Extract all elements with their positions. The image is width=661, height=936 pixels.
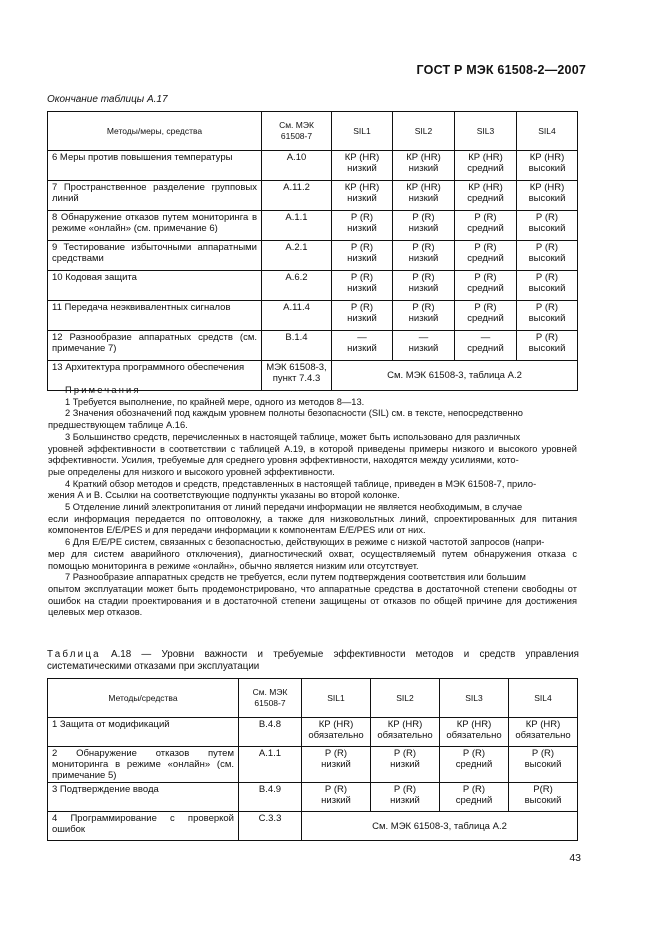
sil-cell: [509, 783, 578, 812]
table-row: [48, 241, 578, 271]
ref-cell: С.3.3: [239, 812, 302, 841]
column-header: См. МЭК 61508-7: [239, 679, 302, 718]
effectiveness-value: обязательно: [308, 730, 364, 741]
ref-cell: А.11.2: [262, 181, 332, 211]
sil-cell: [332, 151, 393, 181]
ref-cell: А.10: [262, 151, 332, 181]
sil-cell: [517, 301, 578, 331]
effectiveness-value: высокий: [528, 163, 566, 174]
note-line: рые определены для низкого и высокого уровней эффективности.: [48, 466, 335, 477]
effectiveness-value: обязательно: [377, 730, 433, 741]
method-cell: 11 Передача неэквивалентных сигналов: [48, 301, 262, 331]
note-line: 1 Требуется выполнение, по крайней мере, одного из методов 8—13.: [65, 396, 365, 407]
note-line: если информация передается по оптоволокну, а также для низковольтных линий, спроектированных для питания компонентов E/E/PES и для передачи информации к компонентам E/E/PES или от них.: [48, 513, 577, 536]
merged-cell: См. МЭК 61508-3, таблица А.2: [332, 361, 578, 391]
recommendation-value: Р (R): [535, 212, 559, 223]
sil-cell: [517, 181, 578, 211]
notes-title: Примечания: [65, 385, 141, 395]
effectiveness-value: низкий: [390, 759, 420, 770]
table-row: [48, 718, 578, 747]
table-row: [48, 301, 578, 331]
note-line: 4 Краткий обзор методов и средств, представленных в настоящей таблице, приведен в МЭК 61508-7, прило-: [65, 478, 537, 489]
effectiveness-value: высокий: [524, 795, 562, 806]
table18-caption-text: А.18 — Уровни важности и требуемые эффективности методов и средств управления систематическими отказами при эксплуатации: [47, 649, 579, 672]
column-header: Методы/средства: [48, 679, 239, 718]
table-a17: [47, 111, 578, 391]
effectiveness-value: высокий: [524, 759, 562, 770]
effectiveness-value: высокий: [528, 253, 566, 264]
column-header: SIL3: [455, 112, 517, 151]
table-row: [48, 181, 578, 211]
sil-cell: [393, 271, 455, 301]
sil-cell: [517, 151, 578, 181]
effectiveness-value: высокий: [528, 283, 566, 294]
table-a18: [47, 678, 578, 841]
sil-cell: [371, 747, 440, 783]
effectiveness-value: средний: [467, 313, 504, 324]
sil-cell: [517, 241, 578, 271]
recommendation-value: КР (HR): [468, 182, 503, 193]
sil-cell: [517, 211, 578, 241]
table-row: [48, 747, 578, 783]
recommendation-value: Р (R): [324, 748, 348, 759]
sil-cell: [332, 331, 393, 361]
effectiveness-value: обязательно: [446, 730, 502, 741]
table17-caption: Окончание таблицы А.17: [47, 94, 168, 105]
sil-cell: [332, 211, 393, 241]
table-row: [48, 151, 578, 181]
notes-block: [48, 385, 577, 619]
recommendation-value: Р (R): [412, 242, 435, 253]
recommendation-value: КР (HR): [344, 182, 380, 193]
effectiveness-value: высокий: [528, 223, 566, 234]
column-header: SIL4: [509, 679, 578, 718]
table-header-row: [48, 679, 578, 718]
method-cell: 13 Архитектура программного обеспечения: [48, 361, 262, 391]
ref-cell: В.4.8: [239, 718, 302, 747]
standard-header: ГОСТ Р МЭК 61508-2—2007: [416, 63, 586, 77]
effectiveness-value: низкий: [321, 759, 351, 770]
recommendation-value: КР (HR): [406, 152, 441, 163]
recommendation-value: КР (HR): [525, 719, 561, 730]
column-header: SIL2: [393, 112, 455, 151]
sil-cell: [302, 747, 371, 783]
effectiveness-value: низкий: [321, 795, 351, 806]
note-line: 3 Большинство средств, перечисленных в настоящей таблице, может быть использовано для различных: [65, 431, 521, 442]
method-cell: 4 Программирование с проверкой ошибок: [48, 812, 239, 841]
note-line: жения А и В. Ссылки на соответствующие подпункты указаны во второй колонке.: [48, 490, 400, 501]
method-cell: 12 Разнообразие аппаратных средств (см. примечание 7): [48, 331, 262, 361]
column-header: SIL1: [332, 112, 393, 151]
ref-cell: А.2.1: [262, 241, 332, 271]
sil-cell: [393, 151, 455, 181]
effectiveness-value: средний: [467, 253, 504, 264]
effectiveness-value: высокий: [528, 343, 566, 354]
column-header: SIL1: [302, 679, 371, 718]
sil-cell: [440, 783, 509, 812]
effectiveness-value: средний: [467, 283, 504, 294]
sil-cell: [517, 331, 578, 361]
recommendation-value: Р (R): [474, 212, 497, 223]
column-header: SIL2: [371, 679, 440, 718]
sil-cell: [455, 211, 517, 241]
merged-cell: См. МЭК 61508-3, таблица А.2: [302, 812, 578, 841]
method-cell: 9 Тестирование избыточными аппаратными средствами: [48, 241, 262, 271]
ref-cell: МЭК 61508-3, пункт 7.4.3: [262, 361, 332, 391]
recommendation-value: Р (R): [462, 784, 486, 795]
effectiveness-value: средний: [455, 759, 493, 770]
effectiveness-value: низкий: [347, 343, 377, 354]
table-row: [48, 331, 578, 361]
ref-cell: А.1.1: [239, 747, 302, 783]
effectiveness-value: высокий: [528, 313, 566, 324]
effectiveness-value: средний: [467, 343, 504, 354]
effectiveness-value: низкий: [347, 313, 377, 324]
recommendation-value: КР (HR): [406, 182, 441, 193]
effectiveness-value: средний: [467, 193, 504, 204]
effectiveness-value: средний: [455, 795, 493, 806]
recommendation-value: Р (R): [535, 332, 559, 343]
sil-cell: [517, 271, 578, 301]
effectiveness-value: высокий: [528, 193, 566, 204]
sil-cell: [440, 718, 509, 747]
note-line: опытом эксплуатации может быть продемонстрировано, что аппаратные средства в достаточной степени свободны от ошибок на стадии проектирования и в достаточной степени защищены от отказов по общей причине для достижения целевых мер отказов.: [48, 583, 577, 618]
effectiveness-value: низкий: [347, 253, 377, 264]
note-line: 7 Разнообразие аппаратных средств не требуется, если путем подтверждения соответствия или большим: [65, 572, 526, 583]
recommendation-value: Р (R): [535, 302, 559, 313]
ref-cell: А.11.4: [262, 301, 332, 331]
effectiveness-value: низкий: [347, 163, 377, 174]
sil-cell: [393, 211, 455, 241]
effectiveness-value: обязательно: [515, 730, 571, 741]
effectiveness-value: низкий: [408, 343, 439, 354]
table-row: [48, 812, 578, 841]
sil-cell: [509, 718, 578, 747]
sil-cell: [455, 331, 517, 361]
sil-cell: [455, 241, 517, 271]
sil-cell: [455, 181, 517, 211]
method-cell: 1 Защита от модификаций: [48, 718, 239, 747]
effectiveness-value: низкий: [347, 193, 377, 204]
recommendation-value: Р (R): [412, 302, 435, 313]
method-cell: 7 Пространственное разделение групповых линий: [48, 181, 262, 211]
effectiveness-value: низкий: [408, 313, 439, 324]
sil-cell: [302, 783, 371, 812]
table-header-row: [48, 112, 578, 151]
recommendation-value: КР (HR): [344, 152, 380, 163]
effectiveness-value: средний: [467, 223, 504, 234]
sil-cell: [371, 718, 440, 747]
effectiveness-value: низкий: [347, 223, 377, 234]
column-header: См. МЭК 61508-7: [262, 112, 332, 151]
sil-cell: [393, 301, 455, 331]
note-line: 6 Для E/E/PE систем, связанных с безопасностью, действующих в режиме с низкой частотой запросов (напри-: [65, 537, 545, 548]
recommendation-value: Р(R): [533, 784, 553, 795]
effectiveness-value: средний: [467, 163, 504, 174]
note-line: 5 Отделение линий электропитания от линий передачи информации не является необходимым, в случае: [65, 502, 523, 513]
note-line: уровней эффективности в соответствии с таблицей А.19, в которой приведены примеры низкого и высокого уровней эффективности. Усилия, требуемые для среднего уровня эффективности, находятся между усилиями, кото-: [48, 443, 577, 466]
effectiveness-value: низкий: [408, 223, 439, 234]
column-header: SIL4: [517, 112, 578, 151]
method-cell: 2 Обнаружение отказов путем мониторинга в режиме «онлайн» (см. примечание 5): [48, 747, 239, 783]
recommendation-value: Р (R): [531, 748, 555, 759]
method-cell: 8 Обнаружение отказов путем мониторинга в режиме «онлайн» (см. примечание 6): [48, 211, 262, 241]
recommendation-value: Р (R): [412, 272, 435, 283]
table-row: [48, 783, 578, 812]
recommendation-value: Р (R): [393, 784, 417, 795]
table18-caption: [47, 649, 579, 673]
recommendation-value: Р (R): [412, 212, 435, 223]
ref-cell: А.6.2: [262, 271, 332, 301]
ref-cell: В.4.9: [239, 783, 302, 812]
recommendation-value: КР (HR): [387, 719, 423, 730]
recommendation-value: Р (R): [474, 242, 497, 253]
recommendation-value: КР (HR): [529, 152, 565, 163]
sil-cell: [332, 241, 393, 271]
sil-cell: [371, 783, 440, 812]
sil-cell: [455, 301, 517, 331]
recommendation-value: Р (R): [393, 748, 417, 759]
recommendation-value: КР (HR): [318, 719, 354, 730]
effectiveness-value: низкий: [408, 283, 439, 294]
sil-cell: [332, 301, 393, 331]
recommendation-value: Р (R): [350, 302, 374, 313]
recommendation-value: —: [480, 332, 491, 343]
sil-cell: [393, 181, 455, 211]
sil-cell: [455, 271, 517, 301]
note-line: мер для систем аварийного отключения), диагностический охват, осуществляемый путем обнаружения отказа с помощью мониторинга в режиме «онлайн», обычно является низким или отсутствует.: [48, 548, 577, 571]
table-row: [48, 271, 578, 301]
recommendation-value: Р (R): [535, 242, 559, 253]
recommendation-value: Р (R): [350, 272, 374, 283]
recommendation-value: Р (R): [462, 748, 486, 759]
column-header: Методы/меры, средства: [48, 112, 262, 151]
sil-cell: [393, 331, 455, 361]
table-row: [48, 211, 578, 241]
recommendation-value: Р (R): [324, 784, 348, 795]
ref-cell: А.1.1: [262, 211, 332, 241]
recommendation-value: Р (R): [474, 302, 497, 313]
sil-cell: [440, 747, 509, 783]
sil-cell: [332, 271, 393, 301]
sil-cell: [509, 747, 578, 783]
recommendation-value: КР (HR): [456, 719, 492, 730]
column-header: SIL3: [440, 679, 509, 718]
recommendation-value: —: [418, 332, 429, 343]
recommendation-value: Р (R): [350, 212, 374, 223]
sil-cell: [302, 718, 371, 747]
note-line: предшествующем таблице А.16.: [48, 420, 188, 431]
ref-cell: В.1.4: [262, 331, 332, 361]
effectiveness-value: низкий: [408, 193, 439, 204]
recommendation-value: Р (R): [350, 242, 374, 253]
effectiveness-value: низкий: [408, 163, 439, 174]
recommendation-value: Р (R): [474, 272, 497, 283]
effectiveness-value: низкий: [390, 795, 420, 806]
method-cell: 3 Подтверждение ввода: [48, 783, 239, 812]
recommendation-value: КР (HR): [468, 152, 503, 163]
effectiveness-value: низкий: [347, 283, 377, 294]
effectiveness-value: низкий: [408, 253, 439, 264]
table18-caption-lead: Таблица: [47, 649, 101, 660]
recommendation-value: КР (HR): [529, 182, 565, 193]
sil-cell: [332, 181, 393, 211]
page-number: 43: [569, 852, 581, 864]
method-cell: 10 Кодовая защита: [48, 271, 262, 301]
recommendation-value: Р (R): [535, 272, 559, 283]
sil-cell: [393, 241, 455, 271]
sil-cell: [455, 151, 517, 181]
method-cell: 6 Меры против повышения температуры: [48, 151, 262, 181]
note-line: 2 Значения обозначений под каждым уровнем полноты безопасности (SIL) см. в тексте, непосредственно: [65, 408, 523, 419]
recommendation-value: —: [357, 332, 367, 343]
